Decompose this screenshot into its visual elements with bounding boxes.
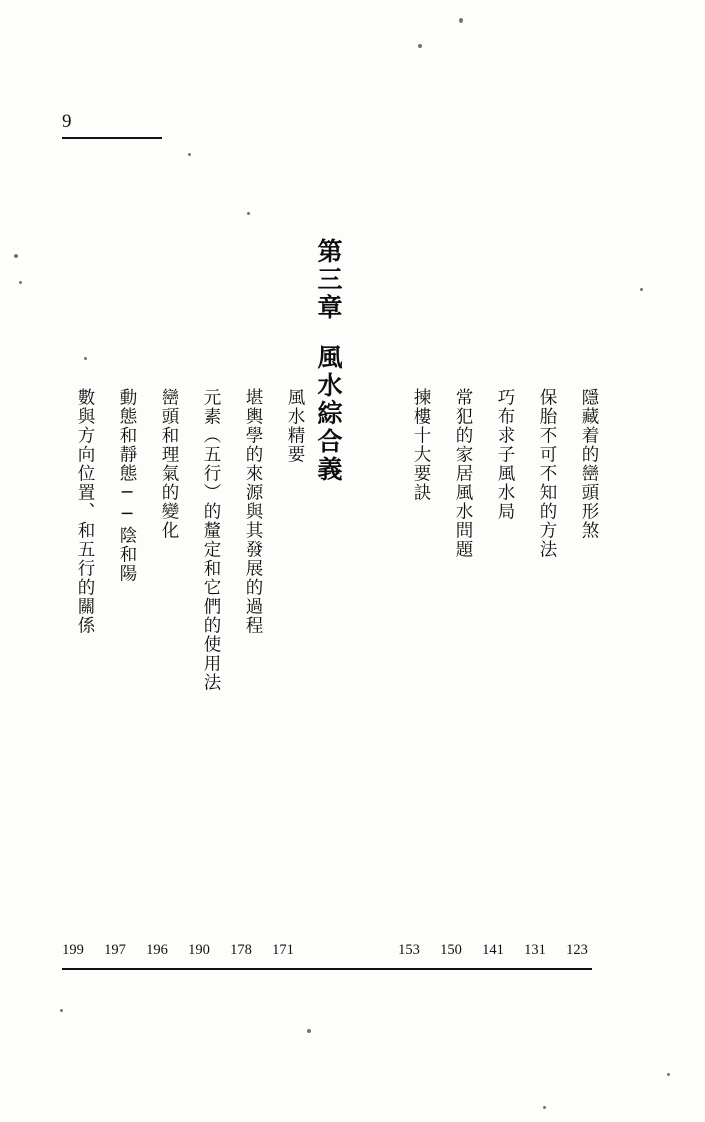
scan-speck [60,1009,63,1012]
toc-entry [116,388,138,583]
toc-page-number: 141 [482,942,504,958]
toc-page-number: 131 [524,942,546,958]
chapter-heading [314,238,342,484]
scan-speck [247,212,250,215]
toc-entry-label: 常犯的家居風水問題 [453,388,473,559]
scan-speck [188,153,191,156]
scan-speck [307,1029,311,1033]
scan-speck [84,357,87,360]
chapter-title: 風水綜合義 [314,344,343,484]
toc-page-number: 123 [566,942,588,958]
toc-entry-label: 巧布求子風水局 [495,388,515,521]
scan-speck [14,254,18,258]
toc-entry [242,388,264,635]
toc-entry-label: 數與方向位置、和五行的關係 [75,388,95,635]
scan-speck [19,281,22,284]
toc-entry [578,388,600,540]
scan-speck [640,288,643,291]
toc-entry-label: 元素（五行）的釐定和它們的使用法 [201,388,221,692]
toc-page-number: 199 [62,942,84,958]
toc-entry-label: 巒頭和理氣的變化 [159,388,179,540]
chapter-label: 第三章 [314,238,343,322]
toc-page-number: 153 [398,942,420,958]
toc-entry-label: 隱藏着的巒頭形煞 [579,388,599,540]
scan-speck [543,1106,546,1109]
toc-page-number: 178 [230,942,252,958]
scan-speck [459,18,463,23]
toc-entry [452,388,474,559]
page-number-rule [62,137,162,139]
toc-entry-label: 風水精要 [285,388,305,464]
page-number: 9 [62,111,72,132]
toc-entry [74,388,96,635]
toc-page-number: 197 [104,942,126,958]
toc-page-number: 196 [146,942,168,958]
scan-speck [667,1073,670,1076]
toc-entry [410,388,432,502]
toc-entry-label: 動態和靜態──陰和陽 [117,388,137,583]
page-number-block [62,112,162,132]
toc-page-number: 150 [440,942,462,958]
toc-entry [200,388,222,692]
toc-entry [158,388,180,540]
toc-page-number: 171 [272,942,294,958]
toc-entry [536,388,558,559]
toc-entry [494,388,516,521]
toc-entry-label: 堪輿學的來源與其發展的過程 [243,388,263,635]
scan-speck [418,44,422,48]
toc-entry [284,388,306,464]
toc-page-number: 190 [188,942,210,958]
bottom-rule [62,968,592,970]
toc-page-numbers [0,942,705,960]
toc-entry-label: 揀樓十大要訣 [411,388,431,502]
toc-entry-label: 保胎不可不知的方法 [537,388,557,559]
